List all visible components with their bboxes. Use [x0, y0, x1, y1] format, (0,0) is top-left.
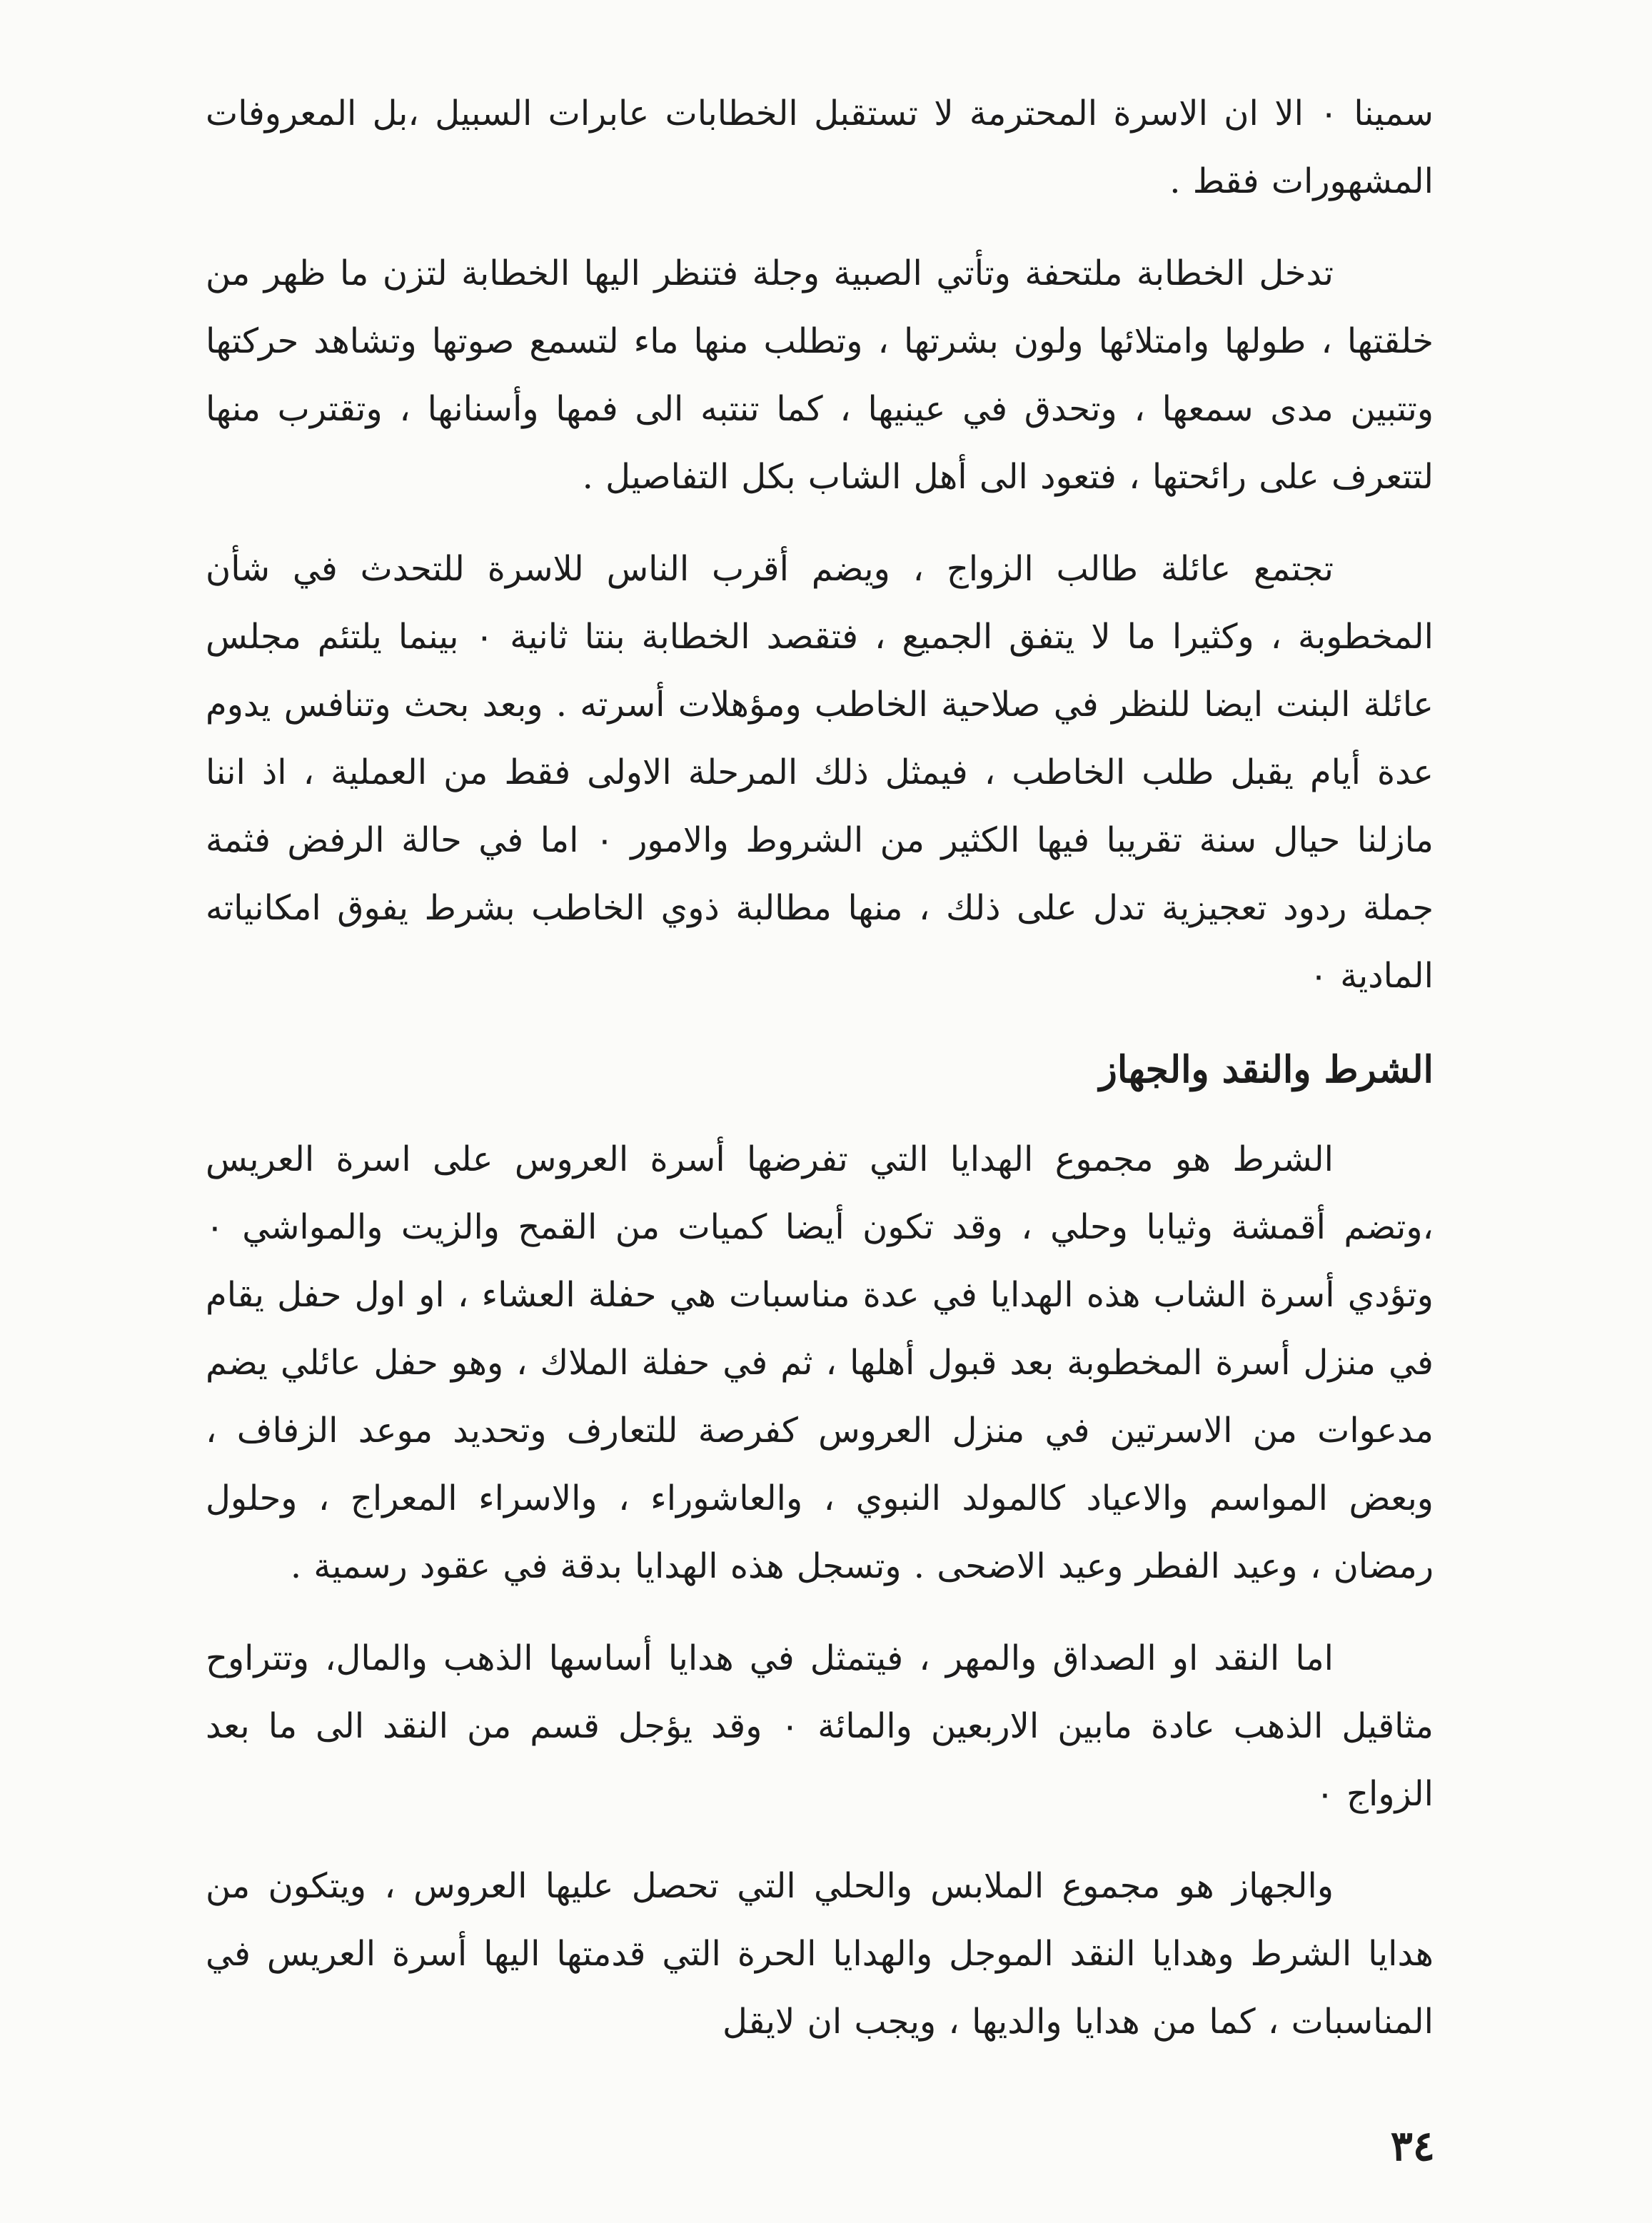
paragraph: والجهاز هو مجموع الملابس والحلي التي تحصل عليها العروس ، ويتكون من هدايا الشرط وهدايا النقد الموجل والهدايا الحرة التي قدمتها اليها أسرة العريس في المناسبات ، كما من هدايا والديها ، ويجب ان لايقل: [206, 1866, 1434, 2042]
section-heading: الشرط والنقد والجهاز: [1099, 1048, 1434, 1092]
paragraph: اما النقد او الصداق والمهر ، فيتمثل في هدايا أساسها الذهب والمال، وتتراوح مثاقيل الذهب عادة مابين الاربعين والمائة ٠ وقد يؤجل قسم من النقد الى ما بعد الزواج ٠: [206, 1638, 1434, 1814]
paragraph: الشرط هو مجموع الهدايا التي تفرضها أسرة العروس على اسرة العريس ،وتضم أقمشة وثيابا وحلي ، وقد تكون أيضا كميات من القمح والزيت والمواشي ٠ وتؤدي أسرة الشاب هذه الهدايا في عدة مناسبات هي حفلة العشاء ، او اول حفل يقام في منزل أسرة المخطوبة بعد قبول أهلها ، ثم في حفلة الملاك ، وهو حفل عائلي يضم مدعوات من الاسرتين في منزل العروس كفرصة للتعارف وتحديد موعد الزفاف ، وبعض المواسم والاعياد كالمولد النبوي ، والعاشوراء ، والاسراء المعراج ، وحلول رمضان ، وعيد الفطر وعيد الاضحى . وتسجل هذه الهدايا بدقة في عقود رسمية .: [206, 1139, 1434, 1586]
paragraph: تدخل الخطابة ملتحفة وتأتي الصبية وجلة فتنظر اليها الخطابة لتزن ما ظهر من خلقتها ، طولها وامتلائها ولون بشرتها ، وتطلب منها ماء لتسمع صوتها وتشاهد حركتها وتتبين مدى سمعها ، وتحدق في عينيها ، كما تنتبه الى فمها وأسنانها ، وتقترب منها لتتعرف على رائحتها ، فتعود الى أهل الشاب بكل التفاصيل .: [206, 253, 1434, 497]
paragraph: تجتمع عائلة طالب الزواج ، ويضم أقرب الناس للاسرة للتحدث في شأن المخطوبة ، وكثيرا ما لا يتفق الجميع ، فتقصد الخطابة بنتا ثانية ٠ بينما يلتئم مجلس عائلة البنت ايضا للنظر في صلاحية الخاطب ومؤهلات أسرته . وبعد بحث وتنافس يدوم عدة أيام يقبل طلب الخاطب ، فيمثل ذلك المرحلة الاولى فقط من العملية ، اذ اننا مازلنا حيال سنة تقريبا فيها الكثير من الشروط والامور ٠ اما في حالة الرفض فثمة جملة ردود تعجيزية تدل على ذلك ، منها مطالبة ذوي الخاطب بشرط يفوق امكانياته المادية ٠: [206, 549, 1434, 996]
paragraph: سمينا ٠ الا ان الاسرة المحترمة لا تستقبل الخطابات عابرات السبيل ،بل المعروفات المشهورات فقط .: [206, 94, 1434, 201]
page-number: ٣٤: [1390, 2122, 1435, 2170]
page-text-block: [206, 80, 1434, 2080]
